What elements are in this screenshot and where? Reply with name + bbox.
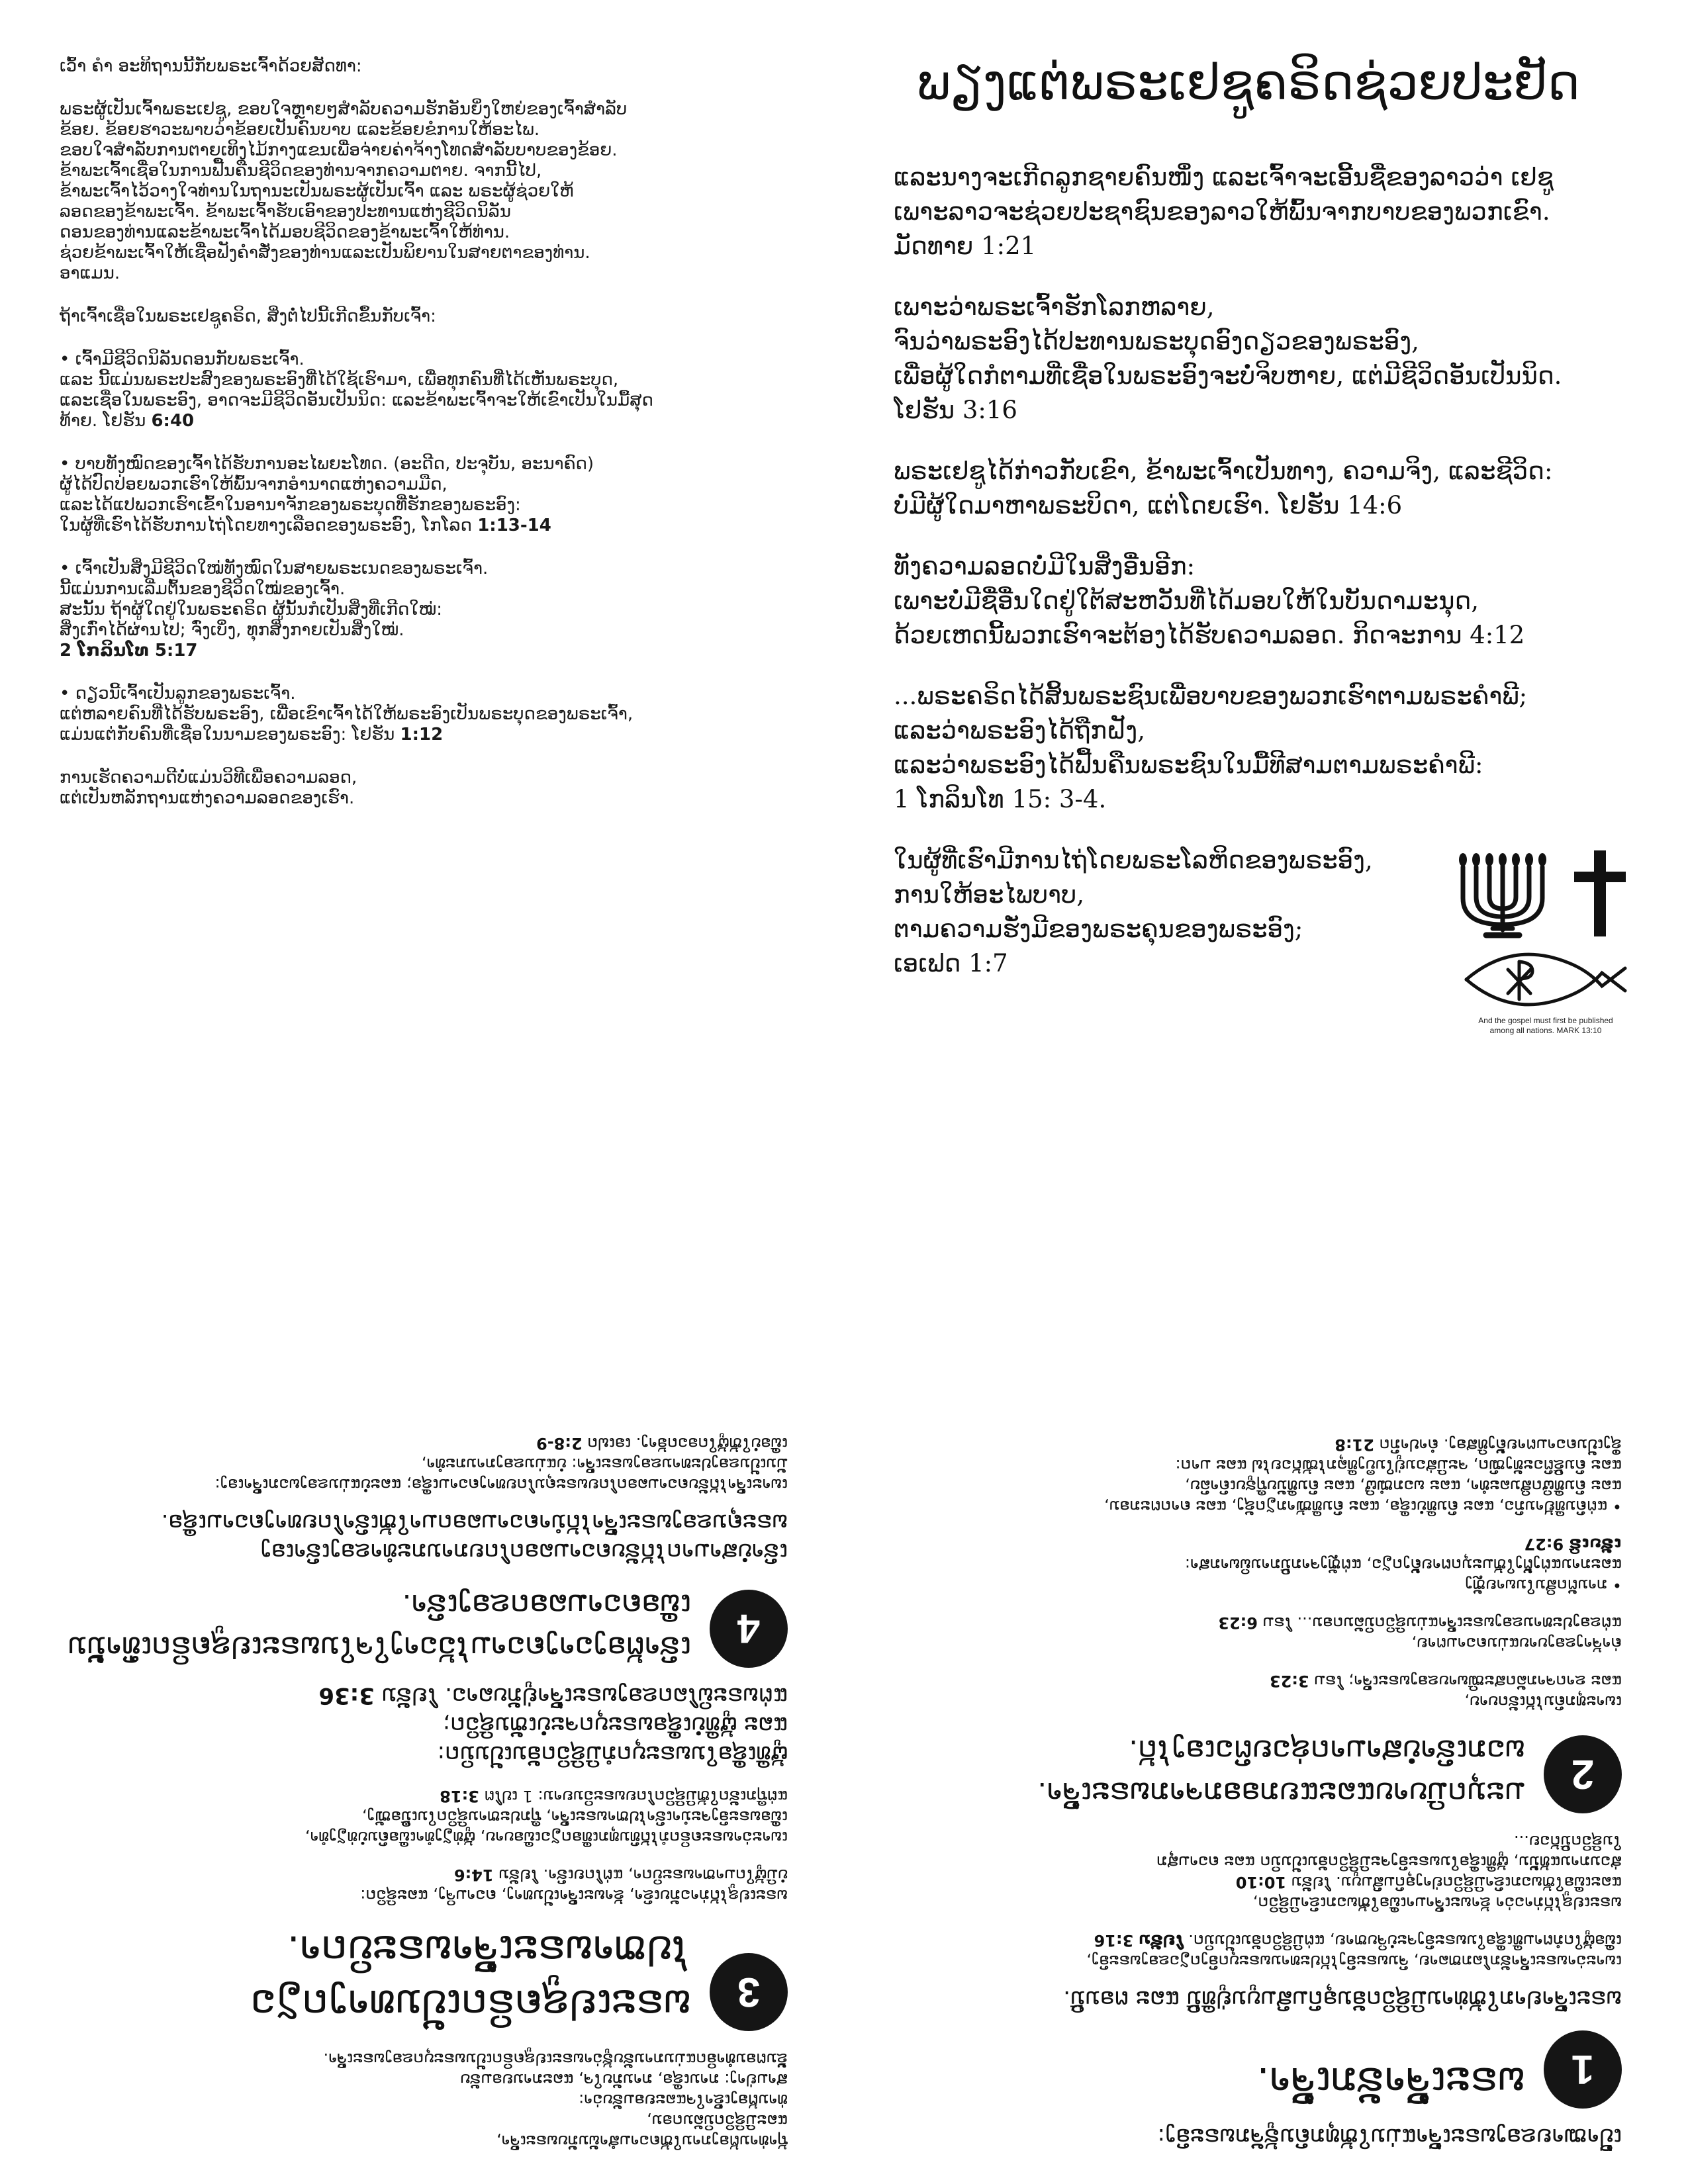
benefit-forgiven: • ບາບທັງໝົດຂອງເຈົ້າໄດ້ຮັບການອະໄພຍະໂທດ. (ອະດີດ, ປະຈຸບັນ, ອະນາຄົດ) ຜູ້ໄດ້ປົດປ່ອຍພວກເຮົາໃຫ້ພົ້ນຈາກອຳນາດແຫ່ງຄວາມມືດ, ແລະໄດ້ແປພວກເຮົາເຂົ້າໃນອານາຈັກຂອງພຣະບຸດທີ່ຮັກຂອງພຣະອົງ: ໃນຜູ້ທີ່ເຮົາໄດ້ຮັບການໄຖ່ໂດຍທາງເລືອດຂອງພຣະອົງ, ໂກໂລດ 1:13-14	[60, 454, 594, 535]
verse-ref: 10:10	[1235, 1873, 1287, 1891]
verse-ref: 6:40	[151, 411, 195, 431]
steps-panel-right	[894, 1158, 1622, 2151]
step-2-header	[894, 1729, 1622, 1813]
step-body: ຄ່າຈ້າງຂອງບາບແມ່ນຄວາມຕາຍ, ແຕ່ຂອງປະທານຂອງພຣະເຈົ້າແມ່ນຊີວິດນິລັນດອນ... ໂຣມ 6:23	[1218, 1614, 1622, 1653]
prayer-line: ຂ້າພະເຈົ້າເຊື່ອໃນການຟື້ນຄືນຊີວິດຂອງທ່ານຈາກຄວາມຕາຍ. ຈາກນີ້ໄປ,	[60, 161, 542, 181]
benefit-child-of-god: • ດຽວນີ້ເຈົ້າເປັນລູກຂອງພຣະເຈົ້າ. ແຕ່ຫລາຍຄົນທີ່ໄດ້ຮັບພຣະອົງ, ເພື່ອເຂົາເຈົ້າໄດ້ໃຫ້ພຣະອົງເປັນພຣະບຸດຂອງພຣະເຈົ້າ, ແມ່ນແຕ່ກັບຄົນທີ່ເຊື່ອໃນນາມຂອງພຣະອົງ: ໂຢຮັນ 1:12	[60, 684, 633, 745]
verse-ref: ເຮັບເຣີ 9:27	[1524, 1535, 1622, 1553]
prayer-line: ຂ້າພະເຈົ້າໄວ້ວາງໃຈທ່ານໃນຖານະເປັນພຣະຜູ້ເປັນເຈົ້າ ແລະ ພຣະຜູ້ຊ່ວຍໃຫ້	[60, 181, 574, 201]
prayer-intro: ເວົ້າ ຄຳ ອະທິຖານນີ້ກັບພຣະເຈົ້າດ້ວຍສັດທາ:	[60, 56, 362, 76]
step-title: ມະນຸດມີບາບແລະແຍກອອກຈາກພຣະເຈົ້າ. ພວກເຮົາບໍ່ສາມາດຊ່ວຍຕົວເອງໄດ້.	[1037, 1733, 1525, 1809]
step-lead: ພຣະເຈົ້າຢາກໃຫ້ທ່ານມີຊີວິດອັນອຸດົມສົມບູນຢູ່ທີ່ນີ້ ແລະ ຕອນນີ້.	[1063, 1985, 1622, 2012]
verse-block: ໃນຜູ້ທີ່ເຮົາມີການໄຖ່ໂດຍພຣະໂລຫິດຂອງພຣະອົງ, ການໃຫ້ອະໄພບາບ, ຕາມຄວາມຮັ່ງມີຂອງພຣະຄຸນຂອງພຣະອົງ; ເອເຟດ 1:7	[894, 846, 1373, 978]
prayer-line: ດອນຂອງທ່ານແລະຂ້າພະເຈົ້າໄດ້ມອບຊີວິດຂອງຂ້າພະເຈົ້າໃຫ້ທ່ານ.	[60, 222, 510, 242]
prayer-line: ລອດຂອງຂ້າພະເຈົ້າ. ຂ້າພະເຈົ້າຮັບເອົາຂອງປະທານແຫ່ງຊີວິດນິລັນ	[60, 202, 511, 222]
steps-intro: ເປົ້າໝາຍຂອງພຣະເຈົ້າແມ່ນໃຫ້ທຸກຄົນຮູ້ຈັກພຣະອົງ:	[1157, 2123, 1622, 2150]
verse-ref: 3:23	[1269, 1672, 1309, 1690]
menorah-icon	[1463, 864, 1542, 935]
closing-note: ການເຮັດຄວາມດີບໍ່ແມ່ນວິທີເພື່ອຄວາມລອດ, ແຕ່ເປັນຫລັກຖານແຫ່ງຄວາມລອດຂອງເຮົາ.	[60, 768, 357, 808]
verse-block: ...ພຣະຄຣິດໄດ້ສິ້ນພຣະຊົນເພື່ອບາບຂອງພວກເຮົາຕາມພຣະຄຳພີ; ແລະວ່າພຣະອົງໄດ້ຖືກຝັງ, ແລະວ່າພຣະອົງໄດ້ຟື້ນຄືນພຣະຊົນໃນມື້ທີສາມຕາມພຣະຄຳພີ: 1 ໂກລິນໂທ 15: 3-4.	[894, 682, 1528, 813]
step-number-badge: 4	[710, 1590, 788, 1668]
prayer-line: ຊ່ວຍຂ້າພະເຈົ້າໃຫ້ເຊື່ອຟັງຄຳສັ່ງຂອງທ່ານແລະເປັນພິຍານໃນສາຍຕາຂອງທ່ານ.	[60, 243, 590, 263]
step-body: ພຣະເຢຊູໄດ້ກ່າວກັບເຂົາ, ຂ້າພະເຈົ້າເປັນທາງ, ຄວາມຈິງ, ແລະຊີວິດ: ບໍ່ມີຜູ້ໃດມາຫາພຣະບິດາ, ແຕ່ໂດຍເຮົາ. ໂຢຮັນ 14:6	[360, 1866, 788, 1905]
step-number-badge: 3	[710, 1953, 788, 2031]
prayer-line: ຂ້ອຍ. ຂ້ອຍຮາວະພາບວ່າຂ້ອຍເປັນຄົນບາບ ແລະຂ້ອຍຂໍການໃຫ້ອະໄພ.	[60, 120, 540, 140]
step-body: ເພາະທຸກຄົນໄດ້ເຮັດບາບ, ແລະ ຂາດຈາກລັດສະໝີພາບຂອງພຣະເຈົ້າ; ໂຣມ 3:23	[1269, 1672, 1622, 1711]
step-title: ເຮົາຕ້ອງວາງຄວາມໄວ້ວາງໃຈໃນພຣະເຢຊູຄຣິດເທົ່ານັ້ນ ເພື່ອຄວາມລອດຂອງເຮົາ.	[68, 1588, 691, 1664]
ichthys-chi-rho-icon	[1466, 954, 1625, 1005]
step-4-header	[60, 1583, 788, 1668]
step-1-header	[894, 2030, 1622, 2109]
verse-ref: 3:18	[440, 1787, 479, 1805]
verse-ref: ໂຢຮັນ 3:16	[1094, 1931, 1184, 1950]
benefit-new-creation: • ເຈົ້າເປັນສິ່ງມີຊີວິດໃໝ່ທັງໝົດໃນສາຍພຣະເນດຂອງພຣະເຈົ້າ. ນີ້ແມ່ນການເລີ່ມຕົ້ນຂອງຊີວິດໃໝ່ຂອງເຈົ້າ. ສະນັ້ນ ຖ້າຜູ້ໃດຢູ່ໃນພຣະຄຣິດ ຜູ້ນັ້ນກໍເປັນສິ່ງທີ່ເກີດໃໝ່: ສິ່ງເກົ່າໄດ້ຜ່ານໄປ; ຈົ່ງເບິ່ງ, ທຸກສິ່ງກາຍເປັນສິ່ງໃໝ່. 2 ໂກລິນໂທ 5:17	[60, 559, 794, 661]
step-lead: ເຮົາບໍ່ສາມາດໄດ້ຮັບຄວາມລອດໂດຍການກະທຳຂອງເຮົາເອງ ພຣະຄຸນຂອງພຣະເຈົ້າໄດ້ນຳຄວາມລອດມາໃຫ້ເຮົາໂດຍທາງຄວາມເຊື່ອ.	[161, 1509, 788, 1565]
prayer-line: ອາແມນ.	[60, 263, 120, 283]
step-3-header	[60, 1923, 788, 2031]
step-body: ເພາະເຈົ້າໄດ້ຮັບຄວາມລອດໂດຍພຣະຄຸນໂດຍທາງຄວາມເຊື່ອ; ແລະບໍ່ແມ່ນຂອງພວກເຈົ້າເອງ: ມັນເປັນຂອງປະທານຂອງພຣະເຈົ້າ: ບໍ່ແມ່ນຂອງການກະທຳ, ເພື່ອບໍ່ໃຫ້ຜູ້ໃດອວດອ້າງ. ເອເຟດ 2:8-9	[214, 1434, 788, 1494]
verse-block: ພຣະເຢຊູໄດ້ກ່າວກັບເຂົາ, ຂ້າພະເຈົ້າເປັນທາງ, ຄວາມຈິງ, ແລະຊີວິດ: ບໍ່ມີຜູ້ໃດມາຫາພຣະບິດາ, ແຕ່ໂດຍເຮົາ. ໂຢຮັນ 14:6	[894, 457, 1553, 520]
step-body: ເພາະວ່າພຣະເຈົ້າຮັກໂລກຫລາຍ, ຈົນພຣະອົງໄດ້ປະທານພຣະບຸດອົງດຽວຂອງພຣະອົງ, ເພື່ອຜູ້ໃດກໍຕາມທີ່ເຊື່ອໃນພຣະອົງຈະບໍ່ຈິບຫາຍ, ແຕ່ມີຊີວິດອັນເປັນນິດ. ໂຢຮັນ 3:16	[1086, 1931, 1622, 1970]
verse-ref: 6:23	[1218, 1614, 1258, 1632]
step-body: ເພາະວ່າພຣະຄຣິດກໍໄດ້ທົນທຸກເທື່ອດຽວເພື່ອບາບ, ຜູ້ທ່ຽງທຳເພື່ອຄົນບໍ່ທ່ຽງທຳ, ເພື່ອພຣະອົງຈະນຳເຮົາໄປຫາພຣະເຈົ້າ, ຖືກປະຫານຊີວິດໃນເນື້ອໜັງ, ແຕ່ຖືກເຮັດໃຫ້ມີຊີວິດໂດຍພຣະວິນຍານ: 1 ເປໂຕ 3:18	[305, 1787, 788, 1846]
verse-ref: 3:36	[318, 1682, 375, 1709]
step-body: • ການຕັດສິນໃນພາຍຫຼັງ ແລະການແຕ່ງຕັ້ງໃຫ້ມະນຸດຕາຍຄັ້ງດຽວ, ແຕ່ຫຼັງຈາກນີ້ການພິພາກສາ: ເຮັບເຣີ 9:27	[894, 1533, 1622, 1595]
step-lead: ຜູ້ທີ່ເຊື່ອໃນພຣະບຸດກໍມີຊີວິດອັນເປັນນິດ: ແລະ ຜູ້ທີ່ບໍ່ເຊື່ອພຣະບຸດຈະບໍ່ເຫັນຊີວິດ; ແຕ່ພຣະພິໂລດຂອງພຣະເຈົ້າຢູ່ກັບລາວ. ໂຢຮັນ 3:36	[318, 1682, 788, 1767]
verse-block: ເພາະວ່າພຣະເຈົ້າຮັກໂລກຫລາຍ, ຈົນວ່າພຣະອົງໄດ້ປະທານພຣະບຸດອົງດຽວຂອງພຣະອົງ, ເພື່ອຜູ້ໃດກໍຕາມທີ່ເຊື່ອໃນພຣະອົງຈະບໍ່ຈິບຫາຍ, ແຕ່ມີຊີວິດອັນເປັນນິດ. ໂຢຮັນ 3:16	[894, 293, 1562, 424]
prayer-line: ຂອບໃຈສຳລັບການຕາຍເທິງໄມ້ກາງແຂນເພື່ອຈ່າຍຄ່າຈ້າງໂທດສຳລັບບາບຂອງຂ້ອຍ.	[60, 140, 618, 160]
step-title: ພຣະເຈົ້າຮັກເຈົ້າ.	[1256, 2058, 1525, 2105]
step-title: ພຣະເຢຊູຄຣິດເປັນທາງດຽວ ໄປຫາພຣະເຈົ້າພຣະບິດາ.	[250, 1927, 691, 2027]
verse-ref: 1:12	[400, 725, 444, 745]
step-3-intro: ຖ້າທ່ານຕ້ອງການໃຫ້ຄວາມສຳພັນກັບພຣະເຈົ້າ, ແລະມີຊີວິດນິລັນດອນ, ທ່ານຕ້ອງເຂົ້າໃຈແລະຍອມຮັບວ່າ: ສາມຢ່າງ: ການເຊື່ອ, ການກັບໃຈ, ແລະການຍອມຮັບ ຂັ້ນຕອນທຳອິດແມ່ນການຮັບຮູ້ວ່າພຣະເຢຊູຄຣິດເປັນພຣະບຸດຂອງພຣະເຈົ້າ.	[323, 2050, 788, 2150]
if-believe-heading: ຖ້າເຈົ້າເຊື່ອໃນພຣະເຢຊູຄຣິດ, ສິ່ງຕໍ່ໄປນີ້ເກີດຂຶ້ນກັບເຈົ້າ:	[60, 306, 436, 326]
verse-ref: 2 ໂກລິນໂທ 5:17	[60, 641, 198, 660]
prayer-panel	[60, 56, 794, 1062]
step-body: • ແຕ່ຄົນທີ່ຢ້ານກົວ, ແລະ ຄົນທີ່ບໍ່ເຊື່ອ, ແລະ ຄົນທີ່ໜ້າກຽດຊັງ, ແລະ ຄາດຕະກອນ, ແລະ ຄົນທີ່ຜິດສິນລະທຳ, ແລະ ພວກໝໍຜີ, ແລະ ຄົນທີ່ນັບຖືຮູບເຄົາລົບ, ແລະ ຄົນຂີ້ຕົວະທັງໝົດ, ຈະມີສ່ວນຢູ່ໃນບຶງທີ່ລຸກໄໝ້ດ້ວຍໄຟ ແລະ ມາດ: ຊຶ່ງເປັນຄວາມຕາຍຄັ້ງທີສອງ. ຄຳປາກົດ 21:8	[1104, 1435, 1622, 1516]
verse-ref: 2:8-9	[536, 1434, 583, 1453]
page-title: ພຽງແຕ່ພຣະເຢຊູຄຣິດຊ່ວຍປະຢັດ	[917, 54, 1580, 111]
gospel-panel	[894, 46, 1655, 1085]
menorah-flames	[1459, 853, 1546, 866]
step-body: ພຣະເຢຊູໄດ້ກ່າວວ່າ ຂ້າພະເຈົ້າມາເພື່ອໃຫ້ພວກເຂົາມີຊີວິດ, ແລະເພື່ອໃຫ້ພວກເຂົາມີຊີວິດຢ່າງອຸດົມສົມບູນ. ໂຢຮັນ 10:10 ສ່ວນການແທ້ນັ້ນ, ຜູ້ທີ່ເຊື່ອໃນພຣະອົງຈະມີຊີວິດອັນເປັນນິດ ແລະ ຄວາມສຸກ ໃນຊີວິດນີ້ດ້ວຍ...	[1156, 1832, 1622, 1912]
prayer-text	[60, 99, 794, 284]
verse-block: ແລະນາງຈະເກີດລູກຊາຍຄົນໜຶ່ງ ແລະເຈົ້າຈະເອີ້ນຊື່ຂອງລາວວ່າ ເຢຊູ ເພາະລາວຈະຊ່ວຍປະຊາຊົນຂອງລາວໃຫ້ພົ້ນຈາກບາບຂອງພວກເຂົາ. ມັດທາຍ 1:21	[894, 163, 1554, 260]
verse-ref: 1:13-14	[477, 516, 551, 535]
faith-symbols	[1450, 850, 1642, 1075]
step-number-badge: 1	[1544, 2030, 1622, 2109]
benefit-eternal-life: • ເຈົ້າມີຊີວິດນິລັນດອນກັບພຣະເຈົ້າ. ແລະ ນີ້ແມ່ນພຣະປະສົງຂອງພຣະອົງທີ່ໄດ້ໃຊ້ເຮົາມາ, ເພື່ອທຸກຄົນທີ່ໄດ້ເຫັນພຣະບຸດ, ແລະເຊື່ອໃນພຣະອົງ, ອາດຈະມີຊີວິດອັນເປັນນິດ: ແລະຂ້າພະເຈົ້າຈະໃຫ້ເຂົາເປັນໃນມື້ສຸດ ທ້າຍ. ໂຢຮັນ 6:40	[60, 349, 653, 431]
cross-icon	[1574, 850, 1626, 936]
verse-ref: 21:8	[1335, 1435, 1374, 1454]
steps-panel-left	[60, 1158, 788, 2151]
symbol-caption: And the gospel must first be published among all nations. MARK 13:10	[1478, 1016, 1613, 1035]
prayer-line: ພຣະຜູ້ເປັນເຈົ້າພຣະເຢຊູ, ຂອບໃຈຫຼາຍໆສຳລັບຄວາມຮັກອັນຍິ່ງໃຫຍ່ຂອງເຈົ້າສຳລັບ	[60, 99, 628, 119]
verse-block: ທັງຄວາມລອດບໍ່ມີໃນສິ່ງອື່ນອີກ: ເພາະບໍ່ມີຊື່ອື່ນໃດຢູ່ໃຕ້ສະຫວັນທີ່ໄດ້ມອບໃຫ້ໃນບັນດາມະນຸດ, ດ້ວຍເຫດນີ້ພວກເຮົາຈະຕ້ອງໄດ້ຮັບຄວາມລອດ. ກິດຈະການ 4:12	[894, 552, 1525, 649]
step-number-badge: 2	[1544, 1735, 1622, 1813]
verse-ref: 14:6	[453, 1866, 494, 1884]
